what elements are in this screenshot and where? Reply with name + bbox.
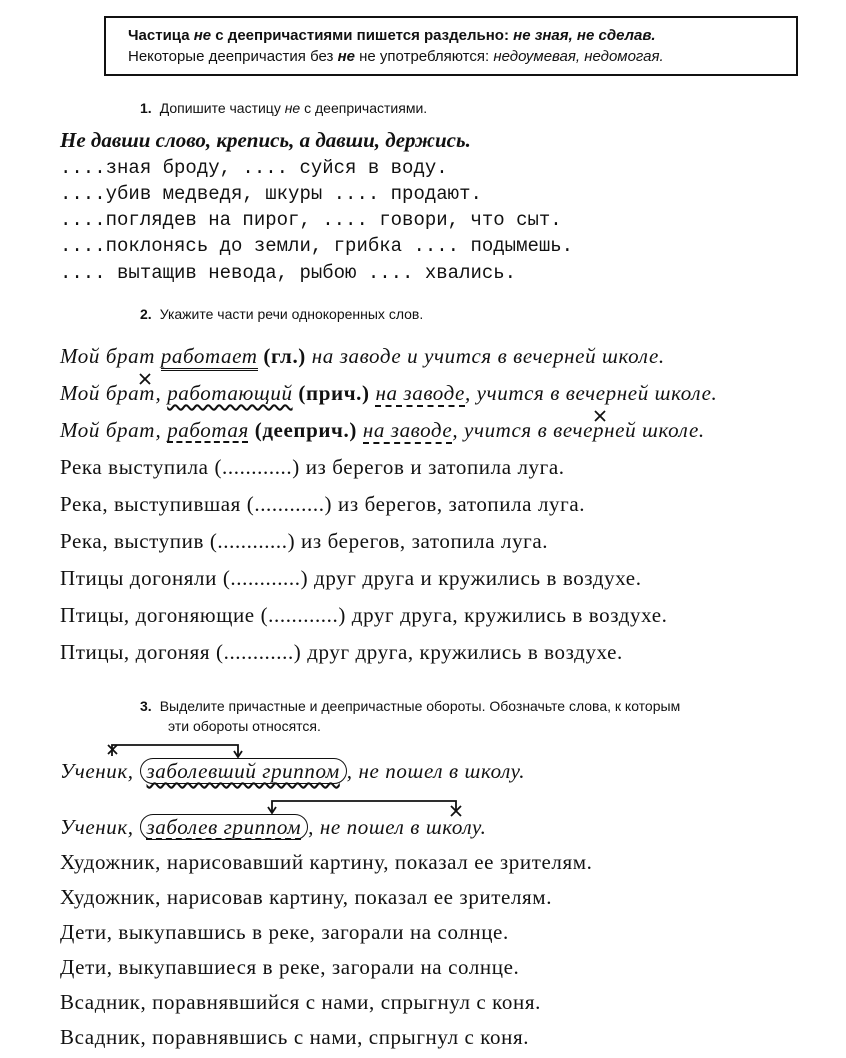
link-arrow: [112, 745, 238, 756]
rule-ne: не: [337, 48, 355, 65]
text: Мой брат,: [60, 381, 168, 405]
text: , не пошел в школу.: [308, 815, 487, 839]
rule-text: Некоторые деепричастия без: [128, 48, 334, 65]
exercise-line: Птицы, догоняющие (............) друг друга, кружились в воздухе.: [60, 603, 668, 627]
cross-mark: [140, 374, 150, 384]
gerund-phrase: заболев гриппом: [140, 814, 309, 840]
proverb-line: ....зная броду, .... суйся в воду.: [60, 157, 448, 179]
task-number: 1.: [140, 100, 152, 116]
rule-examples: недоумевая, недомогая.: [493, 48, 664, 65]
exercise-line: Дети, выкупавшись в реке, загорали на солнце.: [60, 920, 509, 944]
text: , учится в вечерней школе.: [452, 418, 705, 442]
task-instruction: Допишите частицу: [159, 100, 281, 116]
exercise-line: Художник, нарисовав картину, показал ее зрителям.: [60, 885, 553, 909]
object-words: на заводе: [362, 418, 453, 442]
text: , не пошел в школу.: [346, 759, 526, 783]
task-number: 3.: [140, 698, 152, 714]
exercise-line: Птицы, догоняя (............) друг друга, кружились в воздухе.: [60, 640, 623, 664]
exercise-line: Художник, нарисовавший картину, показал ее зрителям.: [60, 850, 593, 874]
exercise-line: Всадник, поравнявшись с нами, спрыгнул с коня.: [60, 1025, 530, 1049]
text: Ученик,: [60, 759, 140, 783]
exercise-line: Река, выступившая (............) из берегов, затопила луга.: [60, 492, 586, 516]
text: Мой брат: [60, 344, 161, 368]
exercise-line: Птицы догоняли (............) друг друга и кружились в воздухе.: [60, 566, 642, 590]
task-ne: не: [284, 100, 301, 116]
exercise-line: Всадник, поравнявшийся с нами, спрыгнул с коня.: [60, 990, 541, 1014]
participial-phrase: заболевший гриппом: [140, 758, 347, 784]
pos-tag: (прич.): [292, 381, 370, 405]
text: , учится в вечерней школе.: [464, 381, 718, 405]
link-arrow: [272, 801, 456, 812]
cross-mark: [595, 411, 605, 421]
task-instruction: с деепричастиями.: [304, 100, 428, 116]
rule-text: Частица: [128, 27, 190, 44]
text: Ученик,: [60, 815, 140, 839]
proverb-line: ....поглядев на пирог, .... говори, что сыт.: [60, 209, 562, 231]
exercise-line: Дети, выкупавшиеся в реке, загорали на солнце.: [60, 955, 520, 979]
rule-ne: не: [193, 27, 212, 44]
proverb-sample: Не давши слово, крепись, а давши, держись.: [60, 128, 471, 152]
object-words: на заводе: [375, 381, 465, 405]
exercise-line: Река, выступив (............) из берегов, затопила луга.: [60, 529, 549, 553]
predicate-word: работает: [161, 344, 258, 371]
task-instruction: Укажите части речи однокоренных слов.: [159, 306, 424, 322]
participle-word: работающий: [167, 381, 293, 405]
pos-tag: (дееприч.): [248, 418, 357, 442]
rule-text: с деепричастиями пишется раздельно:: [215, 27, 509, 44]
exercise-line: Река выступила (............) из берегов и затопила луга.: [60, 455, 565, 479]
proverb-line: .... вытащив невода, рыбою .... хвались.: [60, 262, 517, 284]
rule-examples: не зная, не сделав.: [513, 27, 656, 44]
proverb-line: ....поклонясь до земли, грибка .... подымешь.: [60, 235, 574, 257]
text: Мой брат,: [60, 418, 168, 442]
rule-text: не употребляются:: [359, 48, 490, 65]
task3-heading-cont: эти обороты относятся.: [168, 718, 321, 734]
task-instruction: Выделите причастные и деепричастные обороты. Обозначьте слова, к которым: [159, 698, 681, 714]
gerund-word: работая: [167, 418, 249, 442]
text: на заводе и учится в вечерней школе.: [305, 344, 665, 368]
pos-tag: (гл.): [257, 344, 306, 368]
task-number: 2.: [140, 306, 152, 322]
proverb-line: ....убив медведя, шкуры .... продают.: [60, 183, 482, 205]
